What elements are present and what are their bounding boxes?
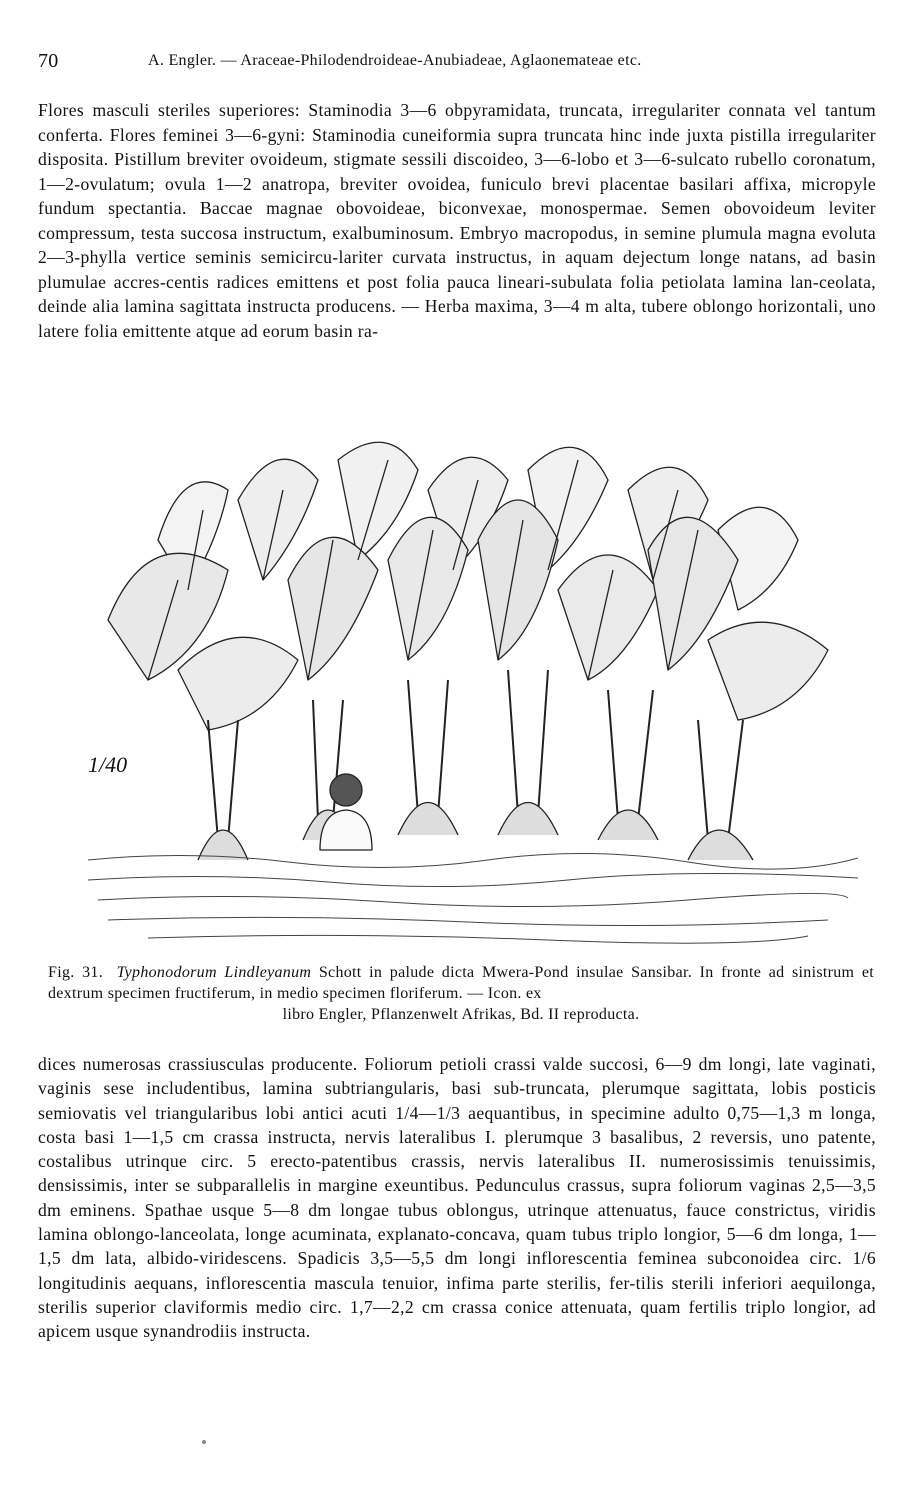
scale-label: 1/40: [88, 752, 128, 777]
caption-species: Typhonodorum Lindleyanum: [116, 964, 312, 981]
caption-label: Fig. 31.: [48, 964, 104, 981]
print-speck: [202, 1440, 206, 1444]
running-head: A. Engler. — Araceae-Philodendroideae-Anubiadeae, Aglaonemateae etc.: [148, 52, 642, 69]
illustration-drawing: [88, 420, 858, 950]
body-paragraph-top: Flores masculi steriles superiores: Staminodia 3—6 obpyramidata, truncata, irregulariter connata vel tantum conferta. Flores feminei 3—6-gyni: Staminodia cuneiformia supra truncata hinc inde juxta pistilla irregulariter disposita. Pistillum breviter ovoideum, stigmate sessili discoideo, 3—6-lobo et 3—6-sulcato rubello coronatum, 1—2-ovulatum; ovula 1—2 anatropa, breviter ovoidea, funiculo brevi placentae basilari affixa, micropyle fundum spectantia. Baccae magnae obovoideae, biconvexae, monospermae. Semen obovoideum leviter compressum, testa succosa instructum, exalbuminosum. Embryo macropodus, in semine plumula magna evoluta 2—3-phylla vertice seminis semicircu-lariter curvata instructus, in aquam dejectum longe natans, ad basin plumulae accres-centis radices emittens et post folia pauca lineari-subulata folia petiolata lamina lan-ceolata, deinde alia lamina sagittata instructa producens. — Herba maxima, 3—4 m alta, tubere oblongo horizontali, uno latere folia emittente atque ad eorum basin ra-: [38, 100, 876, 341]
botanical-illustration: [88, 420, 858, 950]
figure-caption: [48, 962, 874, 1025]
caption-last-line: libro Engler, Pflanzenwelt Afrikas, Bd. II reproducta.: [282, 1006, 640, 1023]
caption-text: Schott in palude dicta Mwera-Pond insulae Sansibar. In fronte ad sinistrum et dextrum specimen fructiferum, in medio specimen floriferum. — Icon. ex: [48, 964, 874, 1002]
page-number: 70: [38, 50, 59, 72]
body-paragraph-bottom: dices numerosas crassiusculas producente. Foliorum petioli crassi valde succosi, 6—9 dm longi, late vaginati, vaginis sese includentibus, lamina subtriangularis, basi sub-truncata, plerumque sagittata, lobis posticis semiovatis vel triangularibus lobi antici acuti 1/4—1/3 aequantibus, in specimine adulto 0,75—1,3 m longa, costa basi 1—1,5 cm crassa instructa, nervis lateralibus I. plerumque 3 basalibus, 2 reversis, uno patente, costalibus utrinque circ. 5 erecto-patentibus crassis, nervis lateralibus II. numerosissimis tenuissimis, densissimis, inter se subparallelis in margine exeuntibus. Pedunculus crassus, supra foliorum vaginas 2,5—3,5 dm eminens. Spathae usque 5—8 dm longae tubus oblongus, utrinque attenuatus, fauce constrictus, viridis lamina oblongo-lanceolata, longe acuminata, explanato-concava, quam tubus triplo longior, 5—6 dm longa, 1—1,5 dm lata, albido-viridescens. Spadicis 3,5—5,5 dm longi inflorescentia feminea subconoidea circ. 1/6 longitudinis aequans, inflorescentia mascula tenuior, infima parte sterilis, fer-tilis sterili inferiori aequilonga, sterilis superior claviformis medio circ. 1,7—2,2 cm crassa conice attenuata, quam fertilis triplo longior, ad apicem usque synandrodiis instructa.: [38, 1054, 876, 1342]
page-header: [38, 50, 868, 74]
